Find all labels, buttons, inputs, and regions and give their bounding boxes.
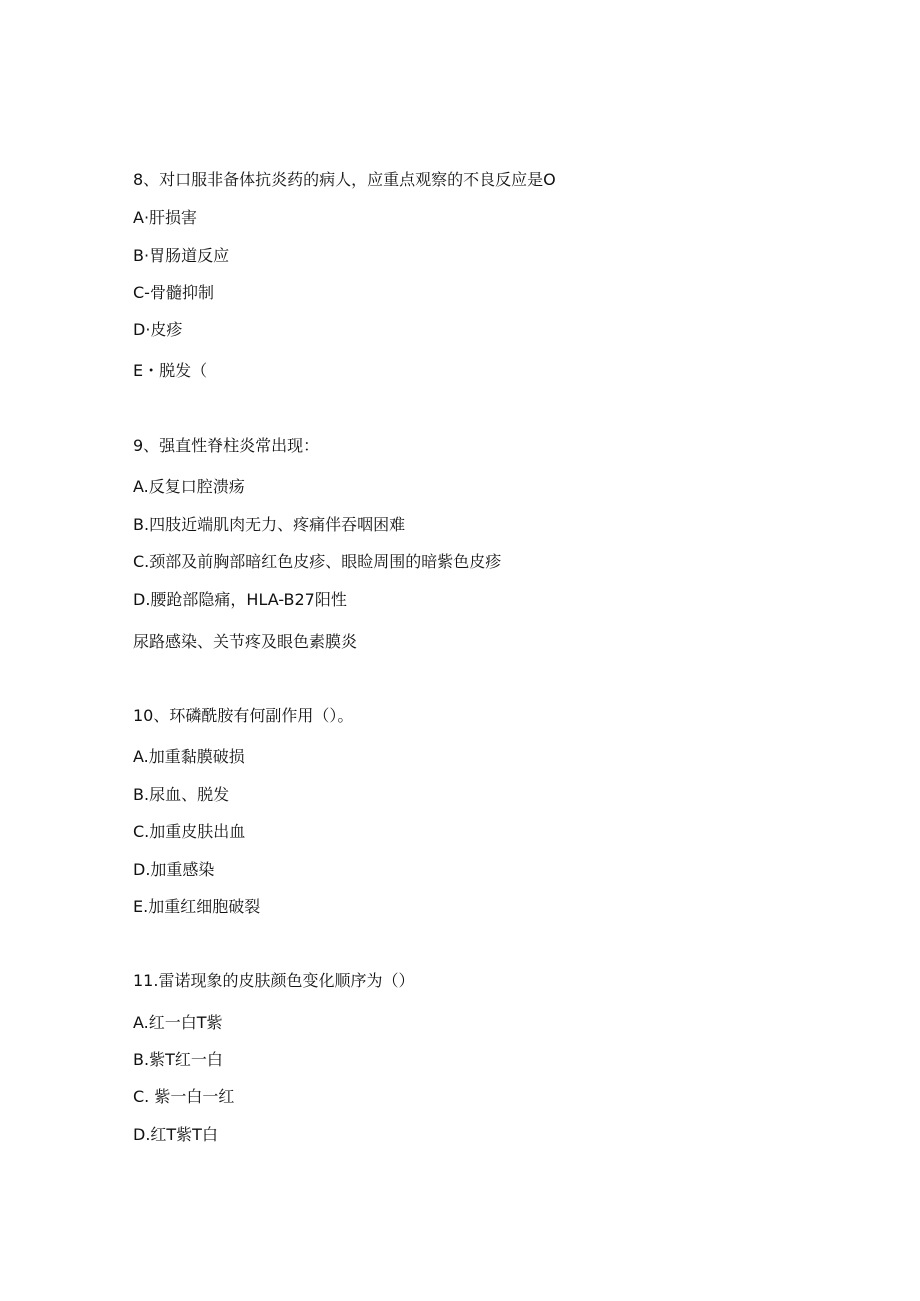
- question-9-option-a: A.反复口腔溃疡: [133, 477, 245, 496]
- question-10-stem: 10、环磷酰胺有何副作用（）。: [133, 706, 354, 725]
- question-8-option-d: D·皮疹: [133, 320, 183, 339]
- question-10-option-d: D.加重感染: [133, 860, 215, 879]
- question-10-option-a: A.加重黏膜破损: [133, 747, 245, 766]
- question-9-option-b: B.四肢近端肌肉无力、疼痛伴吞咽困难: [133, 515, 406, 534]
- question-11-option-a: A.红一白T紫: [133, 1013, 223, 1032]
- question-9-option-c: C.颈部及前胸部暗红色皮疹、眼睑周围的暗紫色皮疹: [133, 552, 502, 571]
- question-11-option-d: D.红T紫T白: [133, 1125, 218, 1144]
- question-11-stem: 11.雷诺现象的皮肤颜色变化顺序为（）: [133, 971, 415, 990]
- question-10-option-c: C.加重皮肤出血: [133, 822, 246, 841]
- question-11-option-c: C. 紫一白一红: [133, 1087, 235, 1106]
- question-8-stem: 8、对口服非备体抗炎药的病人，应重点观察的不良反应是O: [133, 170, 556, 189]
- question-8-option-b: B·胃肠道反应: [133, 246, 230, 265]
- question-11-option-b: B.紫T红一白: [133, 1050, 223, 1069]
- question-9-option-e: 尿路感染、关节疼及眼色素膜炎: [133, 632, 358, 651]
- question-8-option-e: E・脱发（: [133, 361, 208, 380]
- question-8-option-a: A·肝损害: [133, 208, 198, 227]
- question-9-option-d: D.腰跄部隐痛，HLA-B27阳性: [133, 590, 347, 609]
- question-8-option-c: C-骨髓抑制: [133, 283, 214, 302]
- question-10-option-e: E.加重红细胞破裂: [133, 897, 261, 916]
- question-10-option-b: B.尿血、脱发: [133, 785, 230, 804]
- question-9-stem: 9、强直性脊柱炎常出现：: [133, 436, 320, 455]
